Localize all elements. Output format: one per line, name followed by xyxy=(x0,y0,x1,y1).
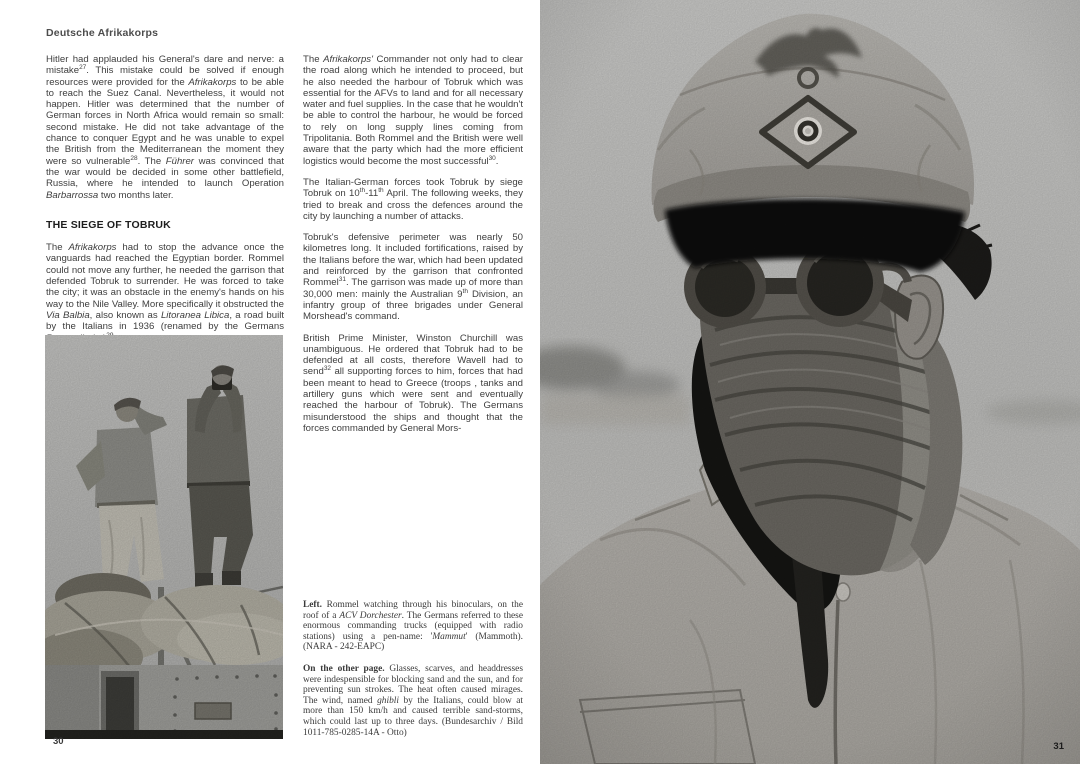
left-page-column-1 xyxy=(46,54,284,344)
photo-officers-binoculars xyxy=(45,335,283,739)
caption-left-photo: Left. Rommel watching through his binoculars, on the roof of a ACV Dorchester. The Germans referred to these enormous commanding trucks (equipped with radio stations) using a pen-name: 'Mammut' (Mammoth). (NARA - 242-EAPC) xyxy=(303,600,524,653)
page-number-right: 31 xyxy=(1053,741,1064,752)
body-paragraph: Hitler had applauded his General's dare and nerve: a mistake$^{27}$. This mistake could be solved if enough resources were provided for the Afrikakorps to be able to reach the Suez Canal. Nevertheless, it would not happen. Hitler was determined that the number of German forces in North Africa would remain so small: second mistake. He did not take advantage of the chance to conquer Egypt and he was unable to expel the British from the Mediterranean the moment they were so vulnerable$^{28}$. The Führer was convinced that the war would be decided in some other battlefield, Russia, where he intended to launch Operation Barbarrossa two months later. xyxy=(46,54,284,201)
section-heading: THE SIEGE OF TOBRUK xyxy=(46,218,171,231)
caption-block xyxy=(303,600,523,749)
body-paragraph: Tobruk's defensive perimeter was nearly 50 kilometres long. It included fortifications, raised by the Italians before the war, which had been updated and reinforced by the garrison that confronted Rommel$^{31}$. The garrison was made up of more than 30,000 men: mainly the Australian 9th Division, an infantry group of three brigades under General Morshead's command. xyxy=(303,232,523,323)
caption-other-page: On the other page. Glasses, scarves, and headdresses were indespensible for blocking sand and the sun, and for preventing sun strokes. The heat often caused mirages. The wind, named ghibli by the Italians, could blow at more than 150 km/h and caused terrible sand-storms, which could last up to three days. (Bundesarchiv / Bild 1011-785-0285-14A - Otto) xyxy=(303,663,523,738)
body-paragraph: The Italian-German forces took Tobruk by siege Tobruk on 10th-11th April. The following weeks, they tried to break and cross the defences around the city by launching a number of attacks. xyxy=(303,176,523,222)
running-head: Deutsche Afrikakorps xyxy=(46,27,159,39)
body-paragraph: The Afrikakorps' Commander not only had to clear the road along which he intended to proceed, but he also needed the harbour of Tobruk which was essential for the AFVs to land and for all necessary water and fuel supplies. In the case that he wouldn't be able to control the harbour, he would be forced to rely on long supply lines coming from Tripolitania. Both Rommel and the British were well aware that the party which had the more efficient logistics would become the most successful$^{30}$. xyxy=(303,54,523,167)
page-number-left: 30 xyxy=(53,736,64,747)
left-page-column-2 xyxy=(303,54,523,434)
photo-soldier-goggles-scarf xyxy=(540,0,1080,764)
body-paragraph: The Afrikakorps had to stop the advance once the vanguards had reached the Egyptian border. Rommel could not move any further, he needed the garrison that defended Tobruk to surrender. He was forced to take the city; it was an obstacle in the enemy's hands on his way to the Nile Valley. More specifically it obstructed the Via Balbia, also known as Litoranea Libica, a road built by the Italians in 1936 (renamed by the Germans xyxy=(46,242,284,333)
body-paragraph: British Prime Minister, Winston Churchill was unambiguous. He ordered that Tobruk had to be defended at all costs, therefore Wavell had to send$^{32}$ all supporting forces to him, forces that had been meant to head to Greece (troops , tanks and artillery guns which were sent and eventually reached the harbour of Tobruk). The Germans misunderstood the ships and thought that the forces commanded by General Mors- xyxy=(303,332,523,434)
